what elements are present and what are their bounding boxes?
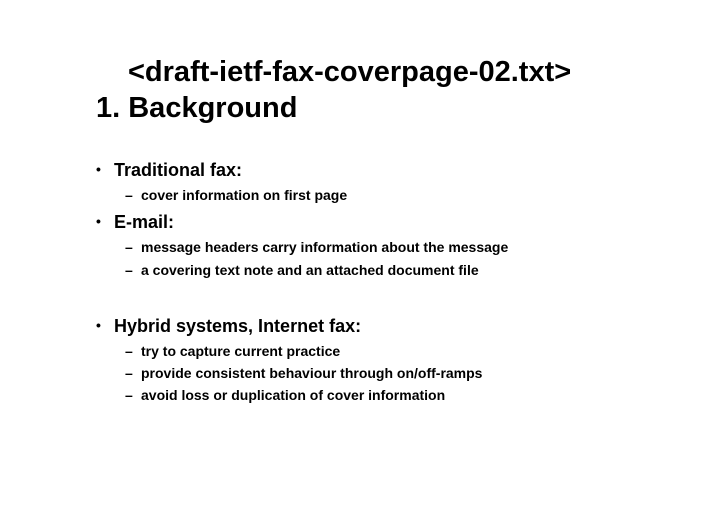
slide-title-filename: <draft-ietf-fax-coverpage-02.txt> [128,56,572,88]
bullet-heading: Traditional fax: [114,160,243,180]
sub-bullet-text: a covering text note and an attached document file [141,262,479,278]
sub-bullet [125,263,479,277]
sub-bullet [125,366,482,380]
sub-bullet [125,240,508,254]
sub-bullet-text: avoid loss or duplication of cover information [141,387,446,403]
slide-title-heading: 1. Background [96,92,298,124]
bullet-hybrid-systems [96,317,361,335]
sub-bullet-text: message headers carry information about the message [141,239,509,255]
sub-bullet-text: provide consistent behaviour through on/off-ramps [141,365,483,381]
sub-marker: – [125,365,133,381]
sub-bullet-text: try to capture current practice [141,343,341,359]
bullet-marker: • [96,213,101,229]
bullet-marker: • [96,161,101,177]
bullet-traditional-fax [96,161,242,179]
sub-marker: – [125,187,133,203]
sub-marker: – [125,239,133,255]
sub-marker: – [125,387,133,403]
sub-bullet [125,344,340,358]
sub-marker: – [125,262,133,278]
sub-bullet [125,188,347,202]
sub-bullet-text: cover information on first page [141,187,348,203]
bullet-marker: • [96,317,101,333]
bullet-heading: E-mail: [114,212,175,232]
bullet-heading: Hybrid systems, Internet fax: [114,316,362,336]
bullet-email [96,213,174,231]
sub-marker: – [125,343,133,359]
sub-bullet [125,388,445,402]
